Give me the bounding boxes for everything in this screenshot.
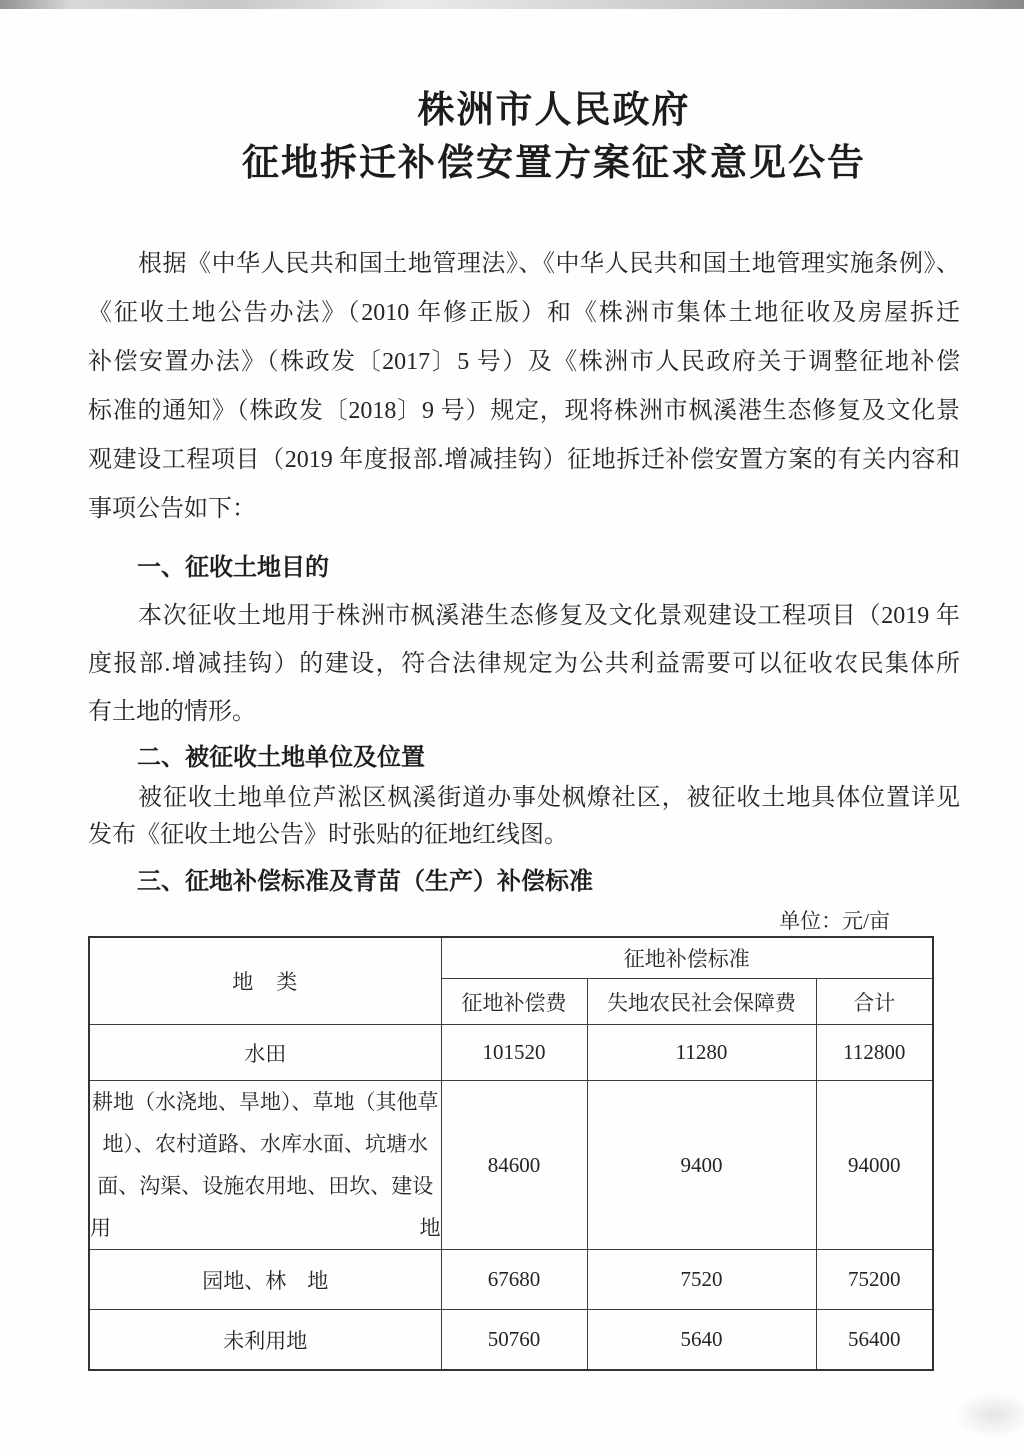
paragraph-line: 根据《中华人民共和国土地管理法》、《中华人民共和国土地管理实施条例》、 <box>138 251 960 277</box>
table-unit-label: 单位：元/亩 <box>779 909 890 933</box>
paragraph-line: 被征收土地单位芦淞区枫溪街道办事处枫燎社区，被征收土地具体位置详见 <box>138 785 960 811</box>
section-3-heading: 三、征地补偿标准及青苗（生产）补偿标准 <box>137 869 593 895</box>
paragraph-line: 观建设工程项目（2019 年度报部.增减挂钩）征地拆迁补偿安置方案的有关内容和 <box>88 447 960 473</box>
cell-social: 5640 <box>587 1310 816 1371</box>
paragraph-line: 发布《征收土地公告》时张贴的征地红线图。 <box>88 822 568 848</box>
header-social-security-fee: 失地农民社会保障费 <box>587 979 816 1025</box>
header-total: 合计 <box>816 979 933 1025</box>
document-content <box>88 0 960 1371</box>
paragraph-line: 标准的通知》（株政发〔2018〕9 号）规定，现将株洲市枫溪港生态修复及文化景 <box>88 398 960 424</box>
cell-total: 56400 <box>816 1310 933 1371</box>
cell-land-type: 未利用地 <box>89 1310 441 1371</box>
scan-artifact-smudge <box>954 1392 1024 1438</box>
cell-social: 7520 <box>587 1250 816 1310</box>
cell-land-type: 水田 <box>89 1025 441 1081</box>
cell-total: 75200 <box>816 1250 933 1310</box>
section-1-paragraph <box>88 592 960 736</box>
header-land-compensation-fee: 征地补偿费 <box>441 979 587 1025</box>
section-2-heading: 二、被征收土地单位及位置 <box>137 745 425 771</box>
cell-social: 11280 <box>587 1025 816 1081</box>
cell-fee: 50760 <box>441 1310 587 1371</box>
table-row <box>89 1081 933 1250</box>
title-line-1: 株洲市人民政府 <box>417 90 691 131</box>
paragraph-line: 有土地的情形。 <box>88 699 256 725</box>
header-compensation-standard-group: 征地补偿标准 <box>441 937 933 979</box>
cell-total: 94000 <box>816 1081 933 1250</box>
paragraph-line: 本次征收土地用于株洲市枫溪港生态修复及文化景观建设工程项目（2019 年 <box>138 603 960 629</box>
section-2-paragraph <box>88 780 960 854</box>
cell-fee: 67680 <box>441 1250 587 1310</box>
table-row <box>89 1310 933 1371</box>
title-line-2: 征地拆迁补偿安置方案征求意见公告 <box>242 143 866 184</box>
cell-social: 9400 <box>587 1081 816 1250</box>
table-row <box>89 1025 933 1081</box>
cell-fee: 101520 <box>441 1025 587 1081</box>
cell-total: 112800 <box>816 1025 933 1081</box>
compensation-table <box>88 936 934 1371</box>
cell-land-type: 园地、林 地 <box>89 1250 441 1310</box>
paragraph-line: 补偿安置办法》（株政发〔2017〕5 号）及《株洲市人民政府关于调整征地补偿 <box>88 349 960 375</box>
cell-fee: 84600 <box>441 1081 587 1250</box>
paragraph-line: 《征收土地公告办法》（2010 年修正版）和《株洲市集体土地征收及房屋拆迁 <box>88 300 960 326</box>
header-land-type: 地 类 <box>89 937 441 1025</box>
table-row <box>89 1250 933 1310</box>
paragraph-line: 事项公告如下： <box>88 496 256 522</box>
section-1-heading: 一、征收土地目的 <box>137 555 329 581</box>
intro-paragraph <box>88 240 960 534</box>
document-title <box>88 84 960 190</box>
paragraph-line: 度报部.增减挂钩）的建设，符合法律规定为公共利益需要可以征收农民集体所 <box>88 651 960 677</box>
cell-land-type: 耕地（水浇地、旱地）、草地（其他草地）、农村道路、水库水面、坑塘水面、沟渠、设施农用地、田坎、建设用地 <box>89 1081 441 1250</box>
table-header-row-1 <box>89 937 933 979</box>
